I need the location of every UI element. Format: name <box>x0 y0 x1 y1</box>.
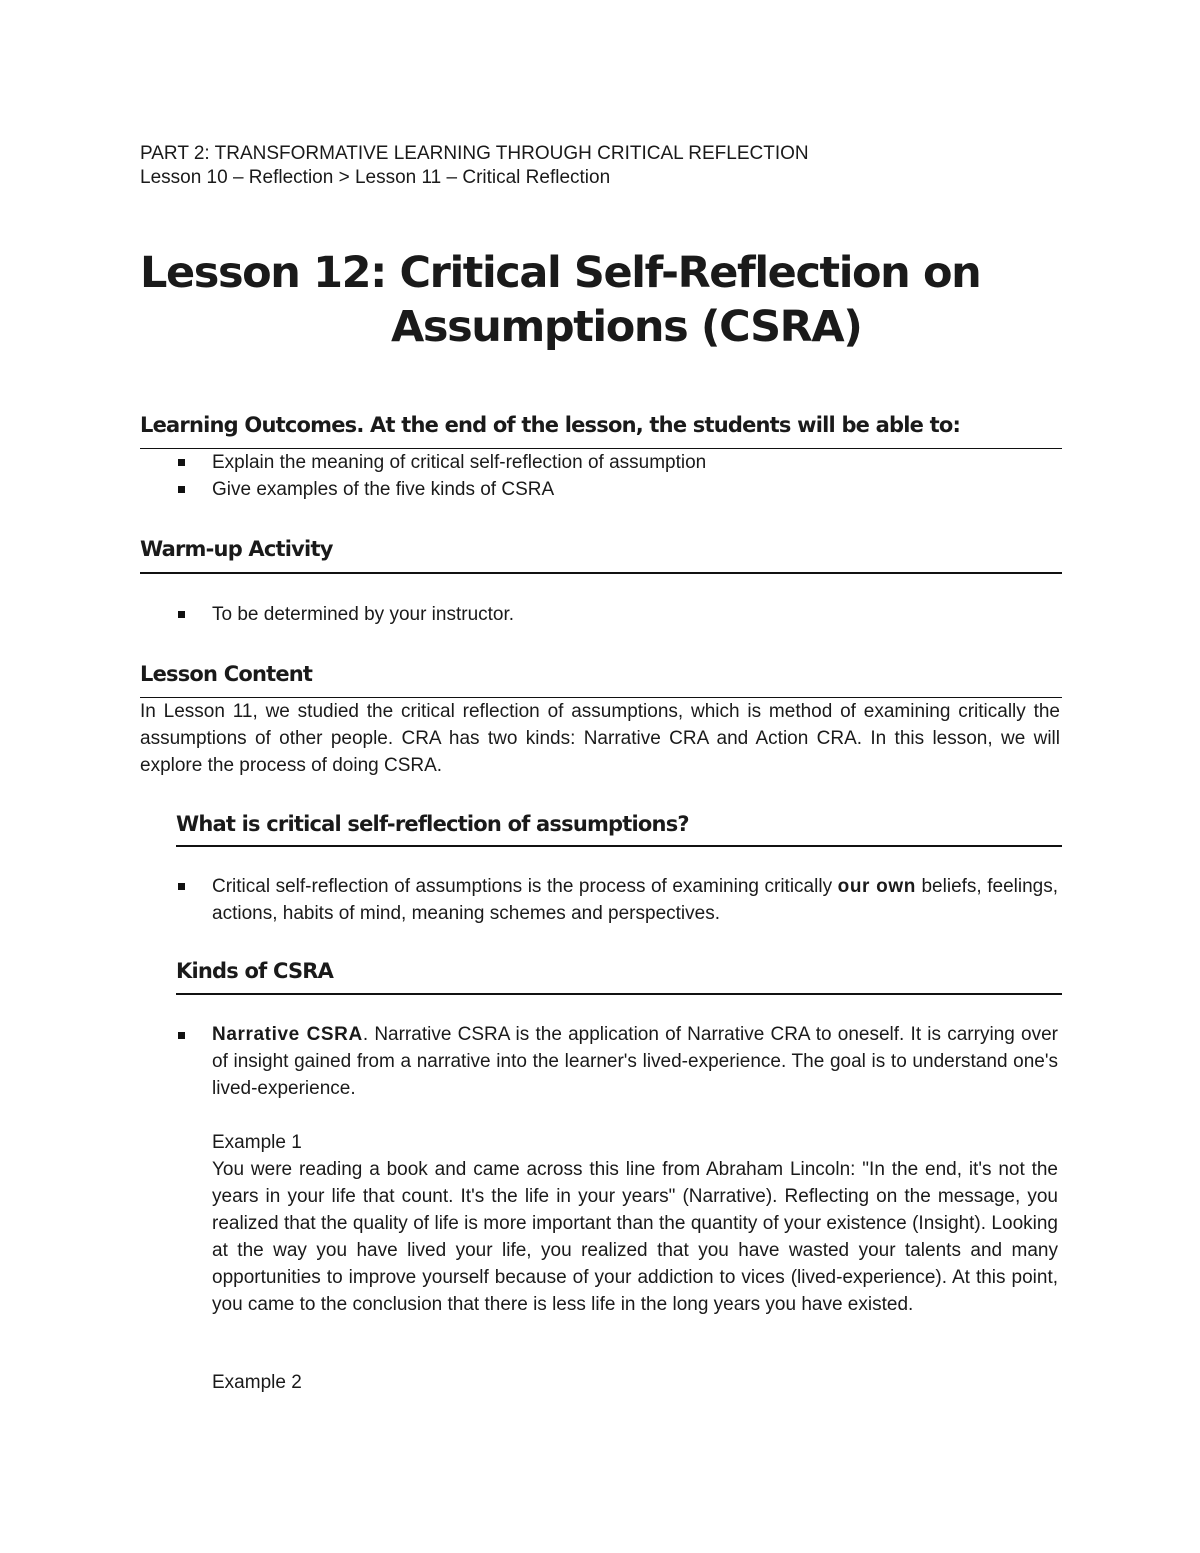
content-paragraph: In Lesson 11, we studied the critical reflection of assumptions, which is method of examining critically the assumptions of other people. CRA has two kinds: Narrative CRA and Action CRA. In this lesson, we will explore the process of doing CSRA. <box>140 701 1060 776</box>
bullet-icon <box>178 459 185 466</box>
page-title-line-2: Assumptions (CSRA) <box>391 302 862 352</box>
bullet-icon <box>178 611 185 618</box>
warmup-divider <box>140 572 1062 574</box>
warmup-item: To be determined by your instructor. <box>212 604 515 625</box>
definition-heading: What is critical self-reflection of assumptions? <box>176 812 689 836</box>
narrative-csra-text: . Narrative CSRA is the application of Narrative CRA to oneself. It is carrying over of insight gained from a narrative into the learner's lived-experience. The goal is to understand one's lived-experience. <box>212 1024 1058 1099</box>
warmup-heading: Warm-up Activity <box>140 537 333 561</box>
bullet-icon <box>178 486 185 493</box>
definition-text-before: Critical self-reflection of assumptions is the process of examining critically <box>212 876 838 897</box>
definition-emphasis: our own <box>837 876 916 897</box>
page-title-line-1: Lesson 12: Critical Self-Reflection on <box>140 248 981 298</box>
kinds-heading: Kinds of CSRA <box>176 959 334 983</box>
definition-text-after: beliefs, feelings, actions, habits of mind, meaning schemes and perspectives. <box>212 876 1058 924</box>
outcome-item: Explain the meaning of critical self-reflection of assumption <box>212 452 707 473</box>
outcome-item: Give examples of the five kinds of CSRA <box>212 479 555 500</box>
example-1-text: You were reading a book and came across this line from Abraham Lincoln: "In the end, it's not the years in your life that count. It's the life in your years" (Narrative). Reflecting on the message, you realized that the quality of life is more important than the quantity of your existence (Insight). Looking at the way you have lived your life, you realized that you have wasted your talents and many opportunities to improve yourself because of your addiction to vices (lived-experience). At this point, you came to the conclusion that there is less life in the long years you have existed. <box>212 1159 1058 1315</box>
bullet-icon <box>178 1032 185 1039</box>
example-1-label: Example 1 <box>212 1132 302 1153</box>
bullet-icon <box>178 883 185 890</box>
breadcrumb: Lesson 10 – Reflection > Lesson 11 – Critical Reflection <box>140 167 611 188</box>
example-2-label: Example 2 <box>212 1372 302 1393</box>
kinds-divider <box>176 993 1062 995</box>
narrative-csra-item <box>212 1021 1058 1102</box>
narrative-csra-term: Narrative CSRA <box>212 1024 363 1045</box>
definition-item <box>212 873 1058 927</box>
part-header: PART 2: TRANSFORMATIVE LEARNING THROUGH CRITICAL REFLECTION <box>140 143 809 164</box>
definition-divider <box>176 845 1062 847</box>
outcomes-heading: Learning Outcomes. At the end of the lesson, the students will be able to: <box>140 413 961 437</box>
content-heading: Lesson Content <box>140 662 313 686</box>
